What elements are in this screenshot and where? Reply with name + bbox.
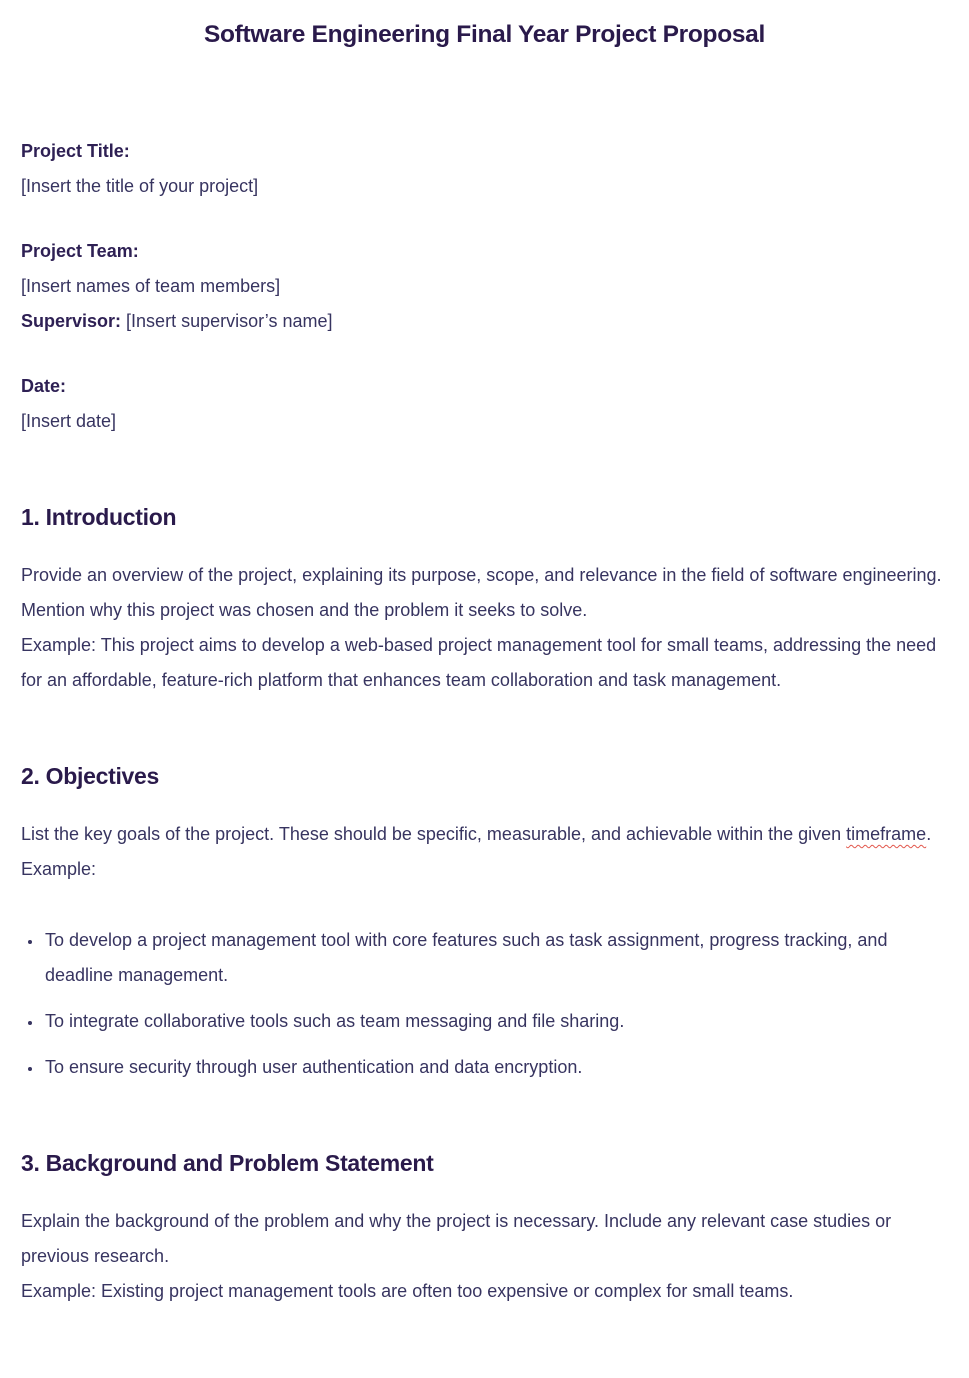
objective-item: • To integrate collaborative tools such as team messaging and file sharing. (43, 1004, 948, 1039)
background-text: Explain the background of the problem and why the project is necessary. Include any relevant case studies or previous research. (21, 1210, 892, 1266)
project-title-label-text: Project Title: (21, 141, 130, 162)
project-title-placeholder: [Insert the title of your project] (21, 176, 259, 197)
project-team-label (21, 234, 948, 269)
section-introduction-heading: 1. Introduction (21, 504, 177, 531)
objective-item: • To ensure security through user authentication and data encryption. (43, 1050, 948, 1085)
introduction-example-text: Example: This project aims to develop a web-based project management tool for small teams, addressing the need for an affordable, feature-rich platform that enhances team collaboration and task management. (21, 635, 937, 691)
project-team-label-text: Project Team: (21, 241, 139, 262)
supervisor-line (21, 304, 948, 339)
objectives-text-end: . (926, 823, 932, 844)
meta-date (21, 369, 948, 439)
section-introduction (21, 503, 948, 698)
date-placeholder: [Insert date] (21, 411, 117, 432)
background-example-text: Example: Existing project management tools are often too expensive or complex for small teams. (21, 1280, 794, 1301)
objectives-text: List the key goals of the project. These should be specific, measurable, and achievable within the given (21, 823, 847, 844)
project-title-label (21, 134, 948, 169)
project-team-placeholder: [Insert names of team members] (21, 276, 281, 297)
date-label-text: Date: (21, 376, 67, 397)
section-objectives-paragraph (21, 817, 948, 887)
meta-project-team (21, 234, 948, 339)
document-page (21, 20, 948, 1309)
supervisor-label-text: Supervisor: (21, 311, 122, 332)
introduction-text: Provide an overview of the project, explaining its purpose, scope, and relevance in the field of software engineering. Mention why this project was chosen and the problem it seeks to solve. (21, 565, 942, 621)
section-objectives-heading: 2. Objectives (21, 763, 160, 790)
section-introduction-paragraph (21, 558, 948, 698)
meta-project-title (21, 134, 948, 204)
section-background-heading: 3. Background and Problem Statement (21, 1149, 434, 1176)
objective-item: • To develop a project management tool with core features such as task assignment, progress tracking, and deadline management. (43, 923, 948, 993)
date-label (21, 369, 948, 404)
misspelled-word: timeframe (846, 823, 927, 844)
document-title: Software Engineering Final Year Project Proposal (203, 21, 766, 48)
section-background-paragraph (21, 1204, 948, 1309)
supervisor-placeholder: [Insert supervisor’s name] (126, 311, 333, 332)
objectives-bullet-list (21, 923, 948, 1085)
section-objectives (21, 762, 948, 1085)
objectives-example-label: Example: (21, 858, 97, 879)
section-background (21, 1149, 948, 1309)
